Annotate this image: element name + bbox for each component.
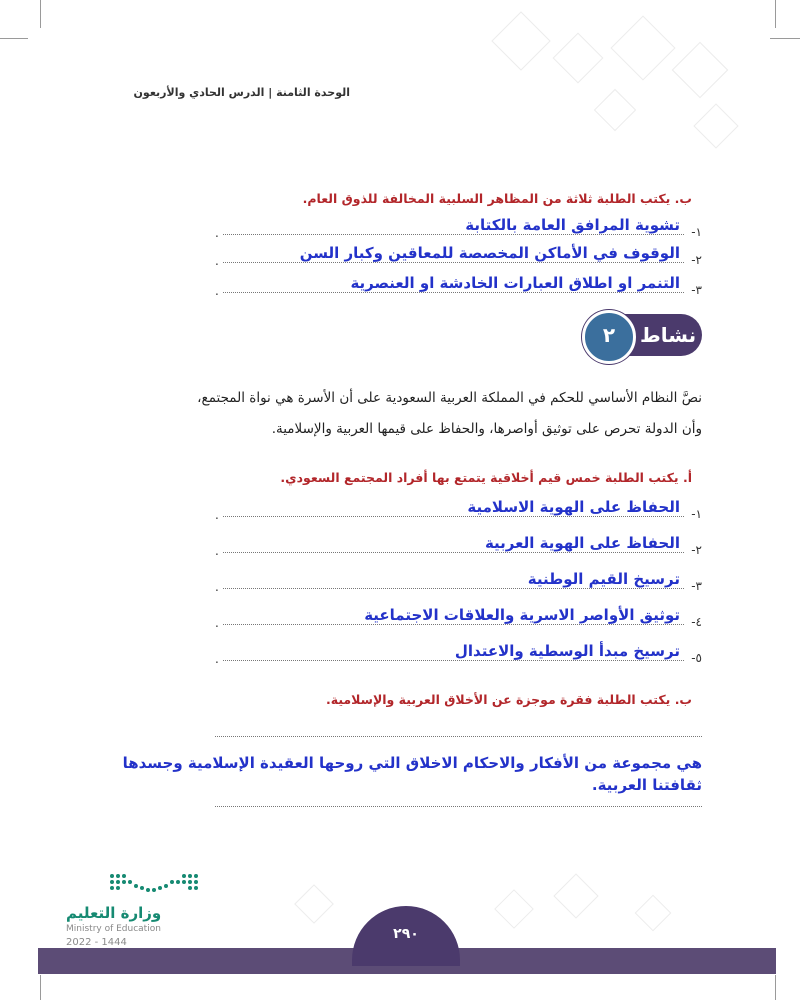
line-end-dot: . — [215, 544, 219, 558]
line-end-dot: . — [215, 284, 219, 298]
decorative-diamond — [610, 15, 675, 80]
decorative-diamond — [693, 103, 738, 148]
activity-label: نشاط — [640, 323, 697, 347]
line-end-dot: . — [215, 580, 219, 594]
dotted-line — [215, 736, 702, 737]
decorative-diamond — [635, 895, 672, 932]
page-header: الوحدة الثامنة | الدرس الحادي والأربعون — [133, 86, 350, 99]
dotted-line — [223, 660, 684, 661]
answer-row — [215, 638, 702, 666]
crop-mark — [775, 0, 776, 28]
answer-row — [215, 602, 702, 630]
decorative-diamond — [491, 11, 550, 70]
dotted-line — [223, 624, 684, 625]
dotted-line — [223, 552, 684, 553]
decorative-diamond — [553, 33, 604, 84]
handwritten-answer: التنمر او اطلاق العبارات الخادشة او العنصرية — [350, 274, 680, 292]
page-number: ٢٩٠ — [393, 926, 419, 942]
handwritten-answer: الوقوف في الأماكن المخصصة للمعاقين وكبار السن — [299, 244, 680, 262]
line-end-dot: . — [215, 616, 219, 630]
handwritten-paragraph: هي مجموعة من الأفكار والاحكام الاخلاق التي روحها العقيدة الإسلامية وجسدها ثقافتنا العربية. — [122, 754, 702, 794]
handwritten-answer: الحفاظ على الهوية العربية — [484, 534, 680, 552]
question-a: أ. يكتب الطلبة خمس قيم أخلاقية يتمتع بها أفراد المجتمع السعودي. — [280, 470, 692, 485]
crop-mark — [775, 975, 776, 1000]
crop-mark — [0, 38, 28, 39]
answer-row — [215, 212, 702, 240]
item-number: ٤- — [691, 615, 702, 629]
item-number: ١- — [691, 507, 702, 521]
activity-number-circle — [582, 310, 636, 364]
decorative-diamond — [553, 873, 598, 918]
question-b1: ب. يكتب الطلبة ثلاثة من المظاهر السلبية المخالفة للذوق العام. — [302, 191, 692, 206]
decorative-diamond — [594, 89, 636, 131]
edition-year: 2022 - 1444 — [66, 937, 127, 948]
decorative-diamond — [672, 42, 729, 99]
line-end-dot: . — [215, 254, 219, 268]
answer-row — [215, 240, 702, 268]
dotted-line — [223, 588, 684, 589]
ministry-logo-icon — [106, 870, 201, 898]
item-number: ٣- — [691, 283, 702, 297]
handwritten-answer: ترسيخ مبدأ الوسطية والاعتدال — [454, 642, 680, 660]
item-number: ٥- — [691, 651, 702, 665]
dotted-line — [223, 516, 684, 517]
decorative-diamond — [494, 889, 534, 929]
crop-mark — [40, 975, 41, 1000]
answer-row — [215, 566, 702, 594]
line-end-dot: . — [215, 508, 219, 522]
answer-row — [215, 494, 702, 522]
dotted-line — [223, 262, 684, 263]
crop-mark — [40, 0, 41, 28]
dotted-line — [223, 292, 684, 293]
decorative-diamond — [294, 884, 334, 924]
dotted-line — [215, 806, 702, 807]
item-number: ٢- — [691, 253, 702, 267]
answer-row — [215, 530, 702, 558]
ministry-name-en: Ministry of Education — [66, 924, 161, 934]
dotted-line — [223, 234, 684, 235]
item-number: ١- — [691, 225, 702, 239]
line-end-dot: . — [215, 652, 219, 666]
question-b2: ب. يكتب الطلبة فقرة موجزة عن الأخلاق العربية والإسلامية. — [326, 692, 692, 707]
intro-line-2: وأن الدولة تحرص على توثيق أواصرها، والحفاظ على قيمها العربية والإسلامية. — [271, 421, 702, 437]
handwritten-answer: الحفاظ على الهوية الاسلامية — [467, 498, 680, 516]
item-number: ٣- — [691, 579, 702, 593]
crop-mark — [770, 38, 800, 39]
line-end-dot: . — [215, 226, 219, 240]
item-number: ٢- — [691, 543, 702, 557]
ministry-name-ar: وزارة التعليم — [66, 904, 162, 922]
activity-badge — [588, 314, 702, 356]
handwritten-answer: تشوية المرافق العامة بالكتابة — [465, 216, 680, 234]
handwritten-answer: ترسيخ القيم الوطنية — [527, 570, 680, 588]
activity-number: ٢ — [602, 323, 616, 347]
handwritten-answer: توثيق الأواصر الاسرية والعلاقات الاجتماعية — [364, 606, 680, 624]
answer-row — [215, 270, 702, 298]
intro-line-1: نصَّ النظام الأساسي للحكم في المملكة العربية السعودية على أن الأسرة هي نواة المجتمع، — [197, 390, 702, 406]
